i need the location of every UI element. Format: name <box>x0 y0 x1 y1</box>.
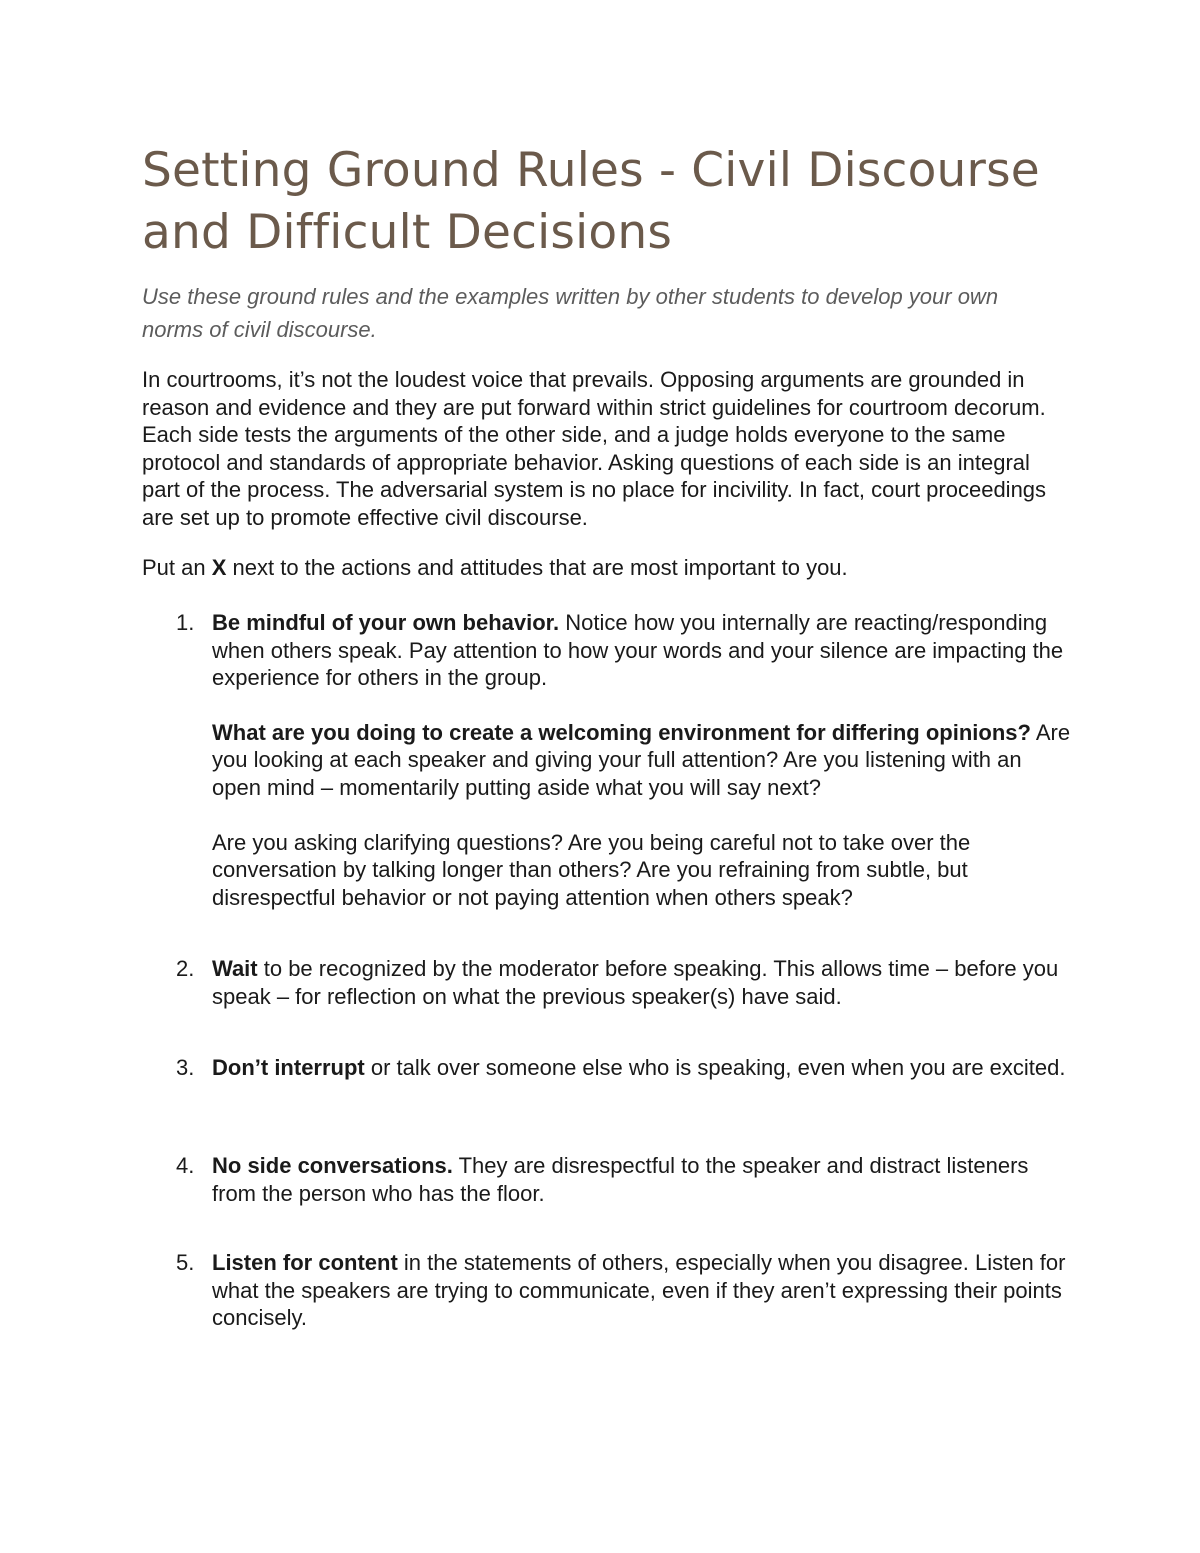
instruction-paragraph <box>142 554 1072 582</box>
list-item-number: 1. <box>176 610 195 635</box>
instruction-mark: X <box>211 555 227 580</box>
list-item-text: Notice how you internally are reacting/responding when others speak. Pay attention to how your words and your silence are impacting the experience for others in the group. <box>212 610 1064 691</box>
list-item-body <box>212 955 1072 1010</box>
list-item-text: Are you looking at each speaker and giving your full attention? Are you listening with an open mind – momentarily putting aside what you will say next? <box>212 719 1071 800</box>
list-item-heading: Wait <box>212 956 258 981</box>
list-item-number: 3. <box>176 1055 195 1080</box>
instruction-text-before: Put an <box>142 555 212 580</box>
list-item-text: or talk over someone else who is speaking, even when you are excited. <box>364 1055 1066 1080</box>
list-item-paragraph <box>212 719 1072 802</box>
page-title: Setting Ground Rules - Civil Discourse and Difficult Decisions <box>142 143 1040 260</box>
list-item-text: in the statements of others, especially when you disagree. Listen for what the speakers are trying to communicate, even if they aren’t expressing their points concisely. <box>212 1250 1066 1331</box>
list-item-subheading: What are you doing to create a welcoming environment for differing opinions? <box>212 719 1031 745</box>
list-item-paragraph <box>212 1152 1072 1207</box>
list-item-body <box>212 609 1072 911</box>
list-item-heading: Don’t interrupt <box>212 1055 365 1080</box>
list-item-paragraph <box>212 1054 1072 1082</box>
list-item-body <box>212 1054 1072 1082</box>
list-item-heading: Listen for content <box>212 1250 398 1275</box>
list-item-body <box>212 1152 1072 1207</box>
subtitle: Use these ground rules and the examples written by other students to develop your own norms of civil discourse. <box>142 284 999 342</box>
list-item <box>142 1054 1072 1082</box>
list-item-number: 5. <box>176 1250 195 1275</box>
list-item <box>142 1249 1072 1332</box>
list-item-paragraph <box>212 609 1072 692</box>
list-item-number: 2. <box>176 956 195 981</box>
list-item-body <box>212 1249 1072 1332</box>
list-item <box>142 609 1072 911</box>
list-item-paragraph <box>212 1249 1072 1332</box>
list-item-heading: Be mindful of your own behavior. <box>212 610 560 635</box>
list-item-paragraph: Are you asking clarifying questions? Are you being careful not to take over the conversation by talking longer than others? Are you refraining from subtle, but disrespectful behavior or not paying attention when others speak? <box>212 829 971 910</box>
list-item-text: They are disrespectful to the speaker and distract listeners from the person who has the floor. <box>212 1153 1029 1206</box>
list-item-text: to be recognized by the moderator before speaking. This allows time – before you speak – for reflection on what the previous speaker(s) have said. <box>212 956 1059 1009</box>
list-item-heading: No side conversations. <box>212 1153 453 1178</box>
list-item <box>142 955 1072 1010</box>
list-item-number: 4. <box>176 1153 195 1178</box>
list-item <box>142 1152 1072 1207</box>
instruction-text-after: next to the actions and attitudes that are most important to you. <box>226 555 848 580</box>
intro-paragraph: In courtrooms, it’s not the loudest voice that prevails. Opposing arguments are grounded in reason and evidence and they are put forward within strict guidelines for courtroom decorum. Each side tests the arguments of the other side, and a judge holds everyone to the same protocol and standards of appropriate behavior. Asking questions of each side is an integral part of the process. The adversarial system is no place for incivility. In fact, court proceedings are set up to promote effective civil discourse. <box>142 367 1047 530</box>
list-item-paragraph <box>212 955 1072 1010</box>
